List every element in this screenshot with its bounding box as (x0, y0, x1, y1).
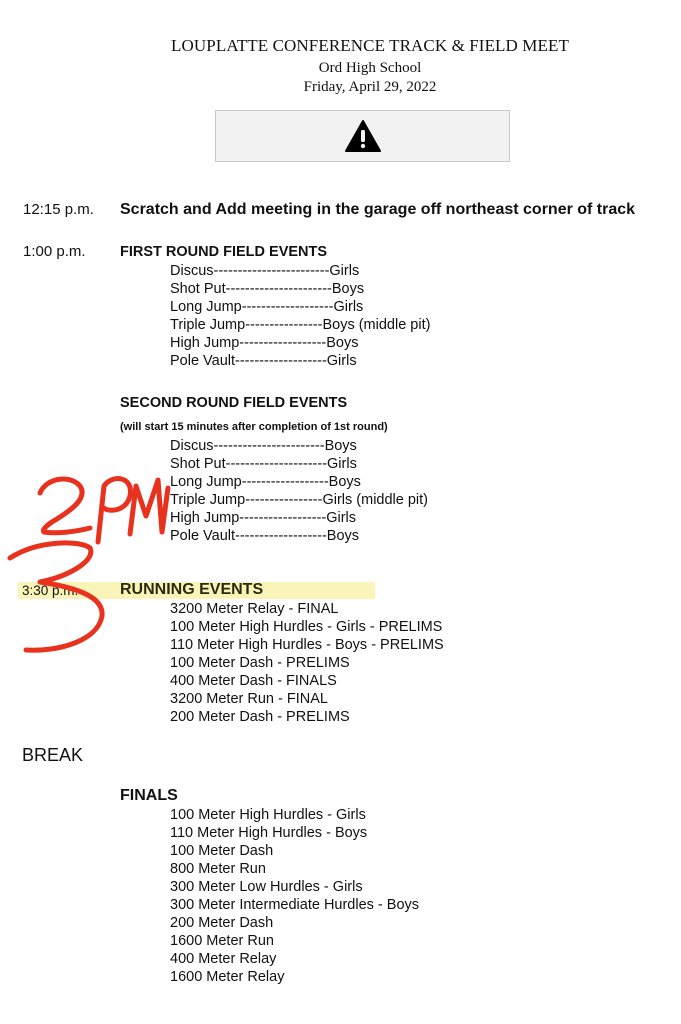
list-item: 800 Meter Run (170, 861, 266, 877)
list-item: Triple Jump----------------Boys (middle pit) (170, 317, 431, 333)
list-item: Pole Vault-------------------Boys (170, 528, 360, 544)
first-round-heading: FIRST ROUND FIELD EVENTS (120, 244, 328, 260)
list-item: 110 Meter High Hurdles - Boys - PRELIMS (170, 637, 444, 653)
list-item: 400 Meter Dash - FINALS (170, 673, 337, 689)
list-item: 300 Meter Low Hurdles - Girls (170, 879, 363, 895)
scratch-meeting-text: Scratch and Add meeting in the garage off northeast corner of track (120, 201, 636, 218)
warning-triangle-icon (344, 119, 382, 153)
list-item: 1600 Meter Relay (170, 969, 285, 985)
second-round-event-list (170, 437, 428, 545)
list-item: High Jump------------------Boys (170, 335, 359, 351)
list-item: Shot Put---------------------Girls (170, 456, 357, 472)
list-item: 100 Meter Dash (170, 843, 274, 859)
list-item: 100 Meter Dash - PRELIMS (170, 655, 350, 671)
list-item: 400 Meter Relay (170, 951, 277, 967)
scratch-time: 12:15 p.m. (23, 201, 94, 218)
finals-heading: FINALS (120, 787, 178, 804)
list-item: 110 Meter High Hurdles - Boys (170, 825, 368, 841)
running-event-list (170, 600, 444, 726)
finals-event-list (170, 806, 419, 986)
handwritten-m-mark (130, 480, 168, 534)
list-item: 3200 Meter Relay - FINAL (170, 601, 339, 617)
list-item: Long Jump------------------Boys (170, 474, 361, 490)
handwritten-two-mark (40, 479, 90, 533)
break-label: BREAK (22, 745, 84, 765)
running-events-heading: RUNNING EVENTS (120, 581, 264, 598)
second-round-heading: SECOND ROUND FIELD EVENTS (120, 395, 348, 411)
list-item: 1600 Meter Run (170, 933, 274, 949)
list-item: 100 Meter High Hurdles - Girls (170, 807, 366, 823)
handwritten-p-mark (98, 479, 130, 542)
list-item: Triple Jump----------------Girls (middle pit) (170, 492, 429, 508)
list-item: 200 Meter Dash - PRELIMS (170, 709, 350, 725)
first-round-time: 1:00 p.m. (23, 243, 86, 260)
list-item: Shot Put----------------------Boys (170, 281, 365, 297)
list-item: 3200 Meter Run - FINAL (170, 691, 328, 707)
list-item: Discus------------------------Girls (170, 263, 360, 279)
list-item: Discus-----------------------Boys (170, 438, 357, 454)
list-item: Pole Vault-------------------Girls (170, 353, 357, 369)
meet-title: LOUPLATTE CONFERENCE TRACK & FIELD MEET (171, 36, 569, 55)
second-round-note: (will start 15 minutes after completion of 1st round) (120, 421, 388, 433)
warning-image-placeholder (215, 110, 510, 162)
meet-date: Friday, April 29, 2022 (303, 79, 437, 95)
list-item: 100 Meter High Hurdles - Girls - PRELIMS (170, 619, 443, 635)
school-name: Ord High School (318, 60, 422, 76)
running-events-time: 3:30 p.m. (22, 583, 79, 598)
list-item: 300 Meter Intermediate Hurdles - Boys (170, 897, 420, 913)
list-item: High Jump------------------Girls (170, 510, 357, 526)
list-item: Long Jump-------------------Girls (170, 299, 364, 315)
list-item: 200 Meter Dash (170, 915, 274, 931)
first-round-event-list (170, 262, 430, 370)
